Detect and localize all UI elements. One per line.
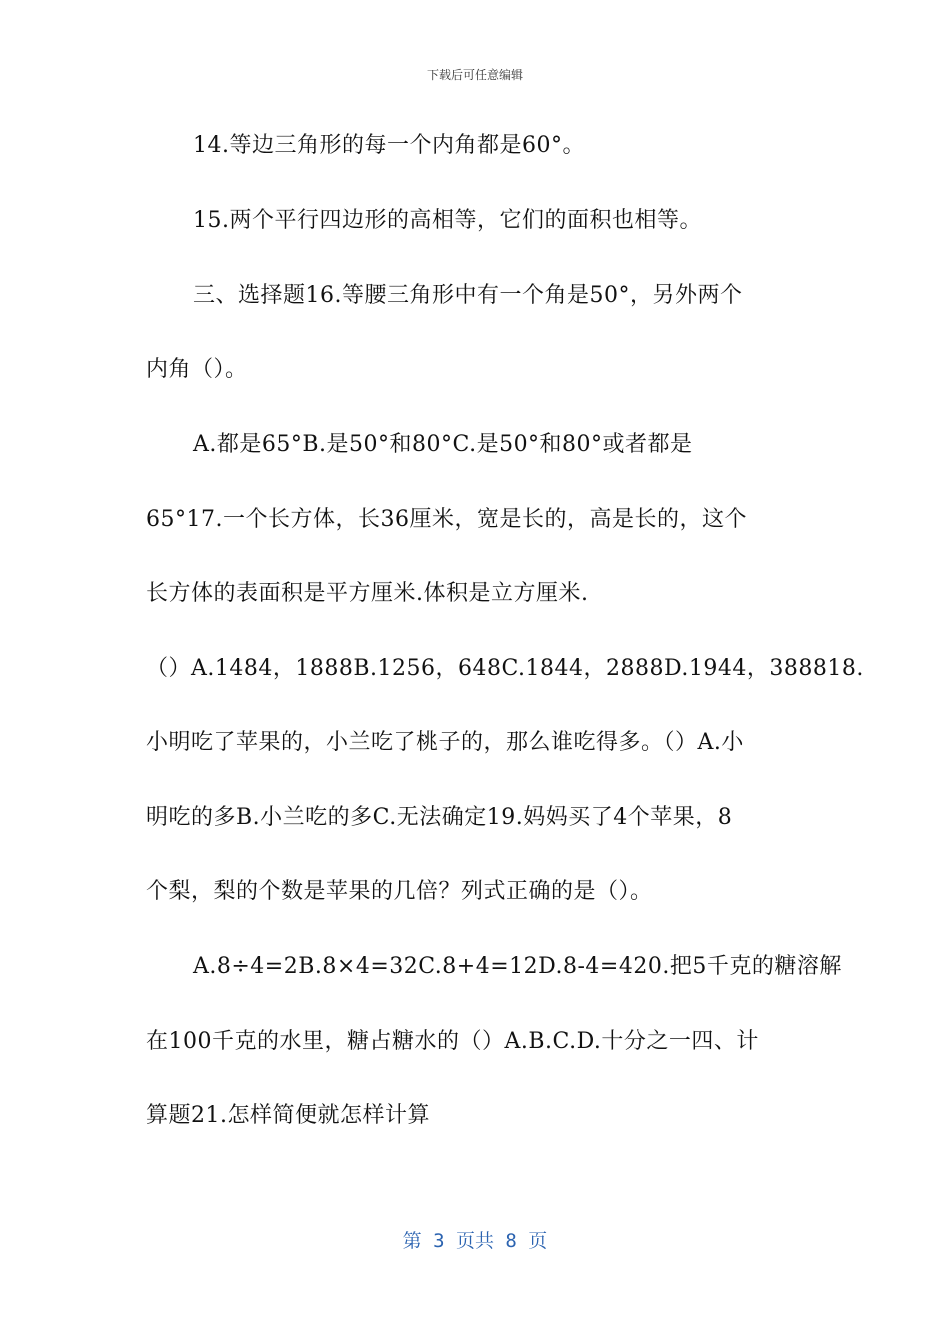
text-line-8: （）A.1484，1888B.1256，648C.1844，2888D.1944，388818. — [146, 656, 864, 681]
text-line-13: 在100千克的水里，糖占糖水的（）A.B.C.D.十分之一四、计 — [146, 1029, 759, 1054]
text-line-14: 算题21.怎样简便就怎样计算 — [146, 1103, 430, 1128]
text-line-6: 65°17.一个长方体，长36厘米，宽是长的，高是长的，这个 — [146, 507, 747, 532]
text-line-12: A.8÷4=2B.8×4=32C.8+4=12D.8-4=420.把5千克的糖溶解 — [193, 954, 842, 979]
text-line-11: 个梨，梨的个数是苹果的几倍？列式正确的是（）。 — [146, 879, 653, 904]
text-line-2: 15.两个平行四边形的高相等，它们的面积也相等。 — [193, 208, 702, 233]
text-line-7: 长方体的表面积是平方厘米.体积是立方厘米. — [146, 581, 589, 606]
text-line-10: 明吃的多B.小兰吃的多C.无法确定19.妈妈买了4个苹果，8 — [146, 805, 733, 830]
text-line-4: 内角（）。 — [146, 357, 248, 382]
text-line-3: 三、选择题16.等腰三角形中有一个角是50°，另外两个 — [193, 283, 743, 308]
page-footer: 第 3 页共 8 页 — [402, 1230, 548, 1252]
page-header: 下载后可任意编辑 — [426, 68, 523, 82]
text-line-1: 14.等边三角形的每一个内角都是60°。 — [193, 133, 585, 158]
text-line-9: 小明吃了苹果的，小兰吃了桃子的，那么谁吃得多。（）A.小 — [146, 730, 744, 755]
text-line-5: A.都是65°B.是50°和80°C.是50°和80°或者都是 — [193, 432, 693, 457]
